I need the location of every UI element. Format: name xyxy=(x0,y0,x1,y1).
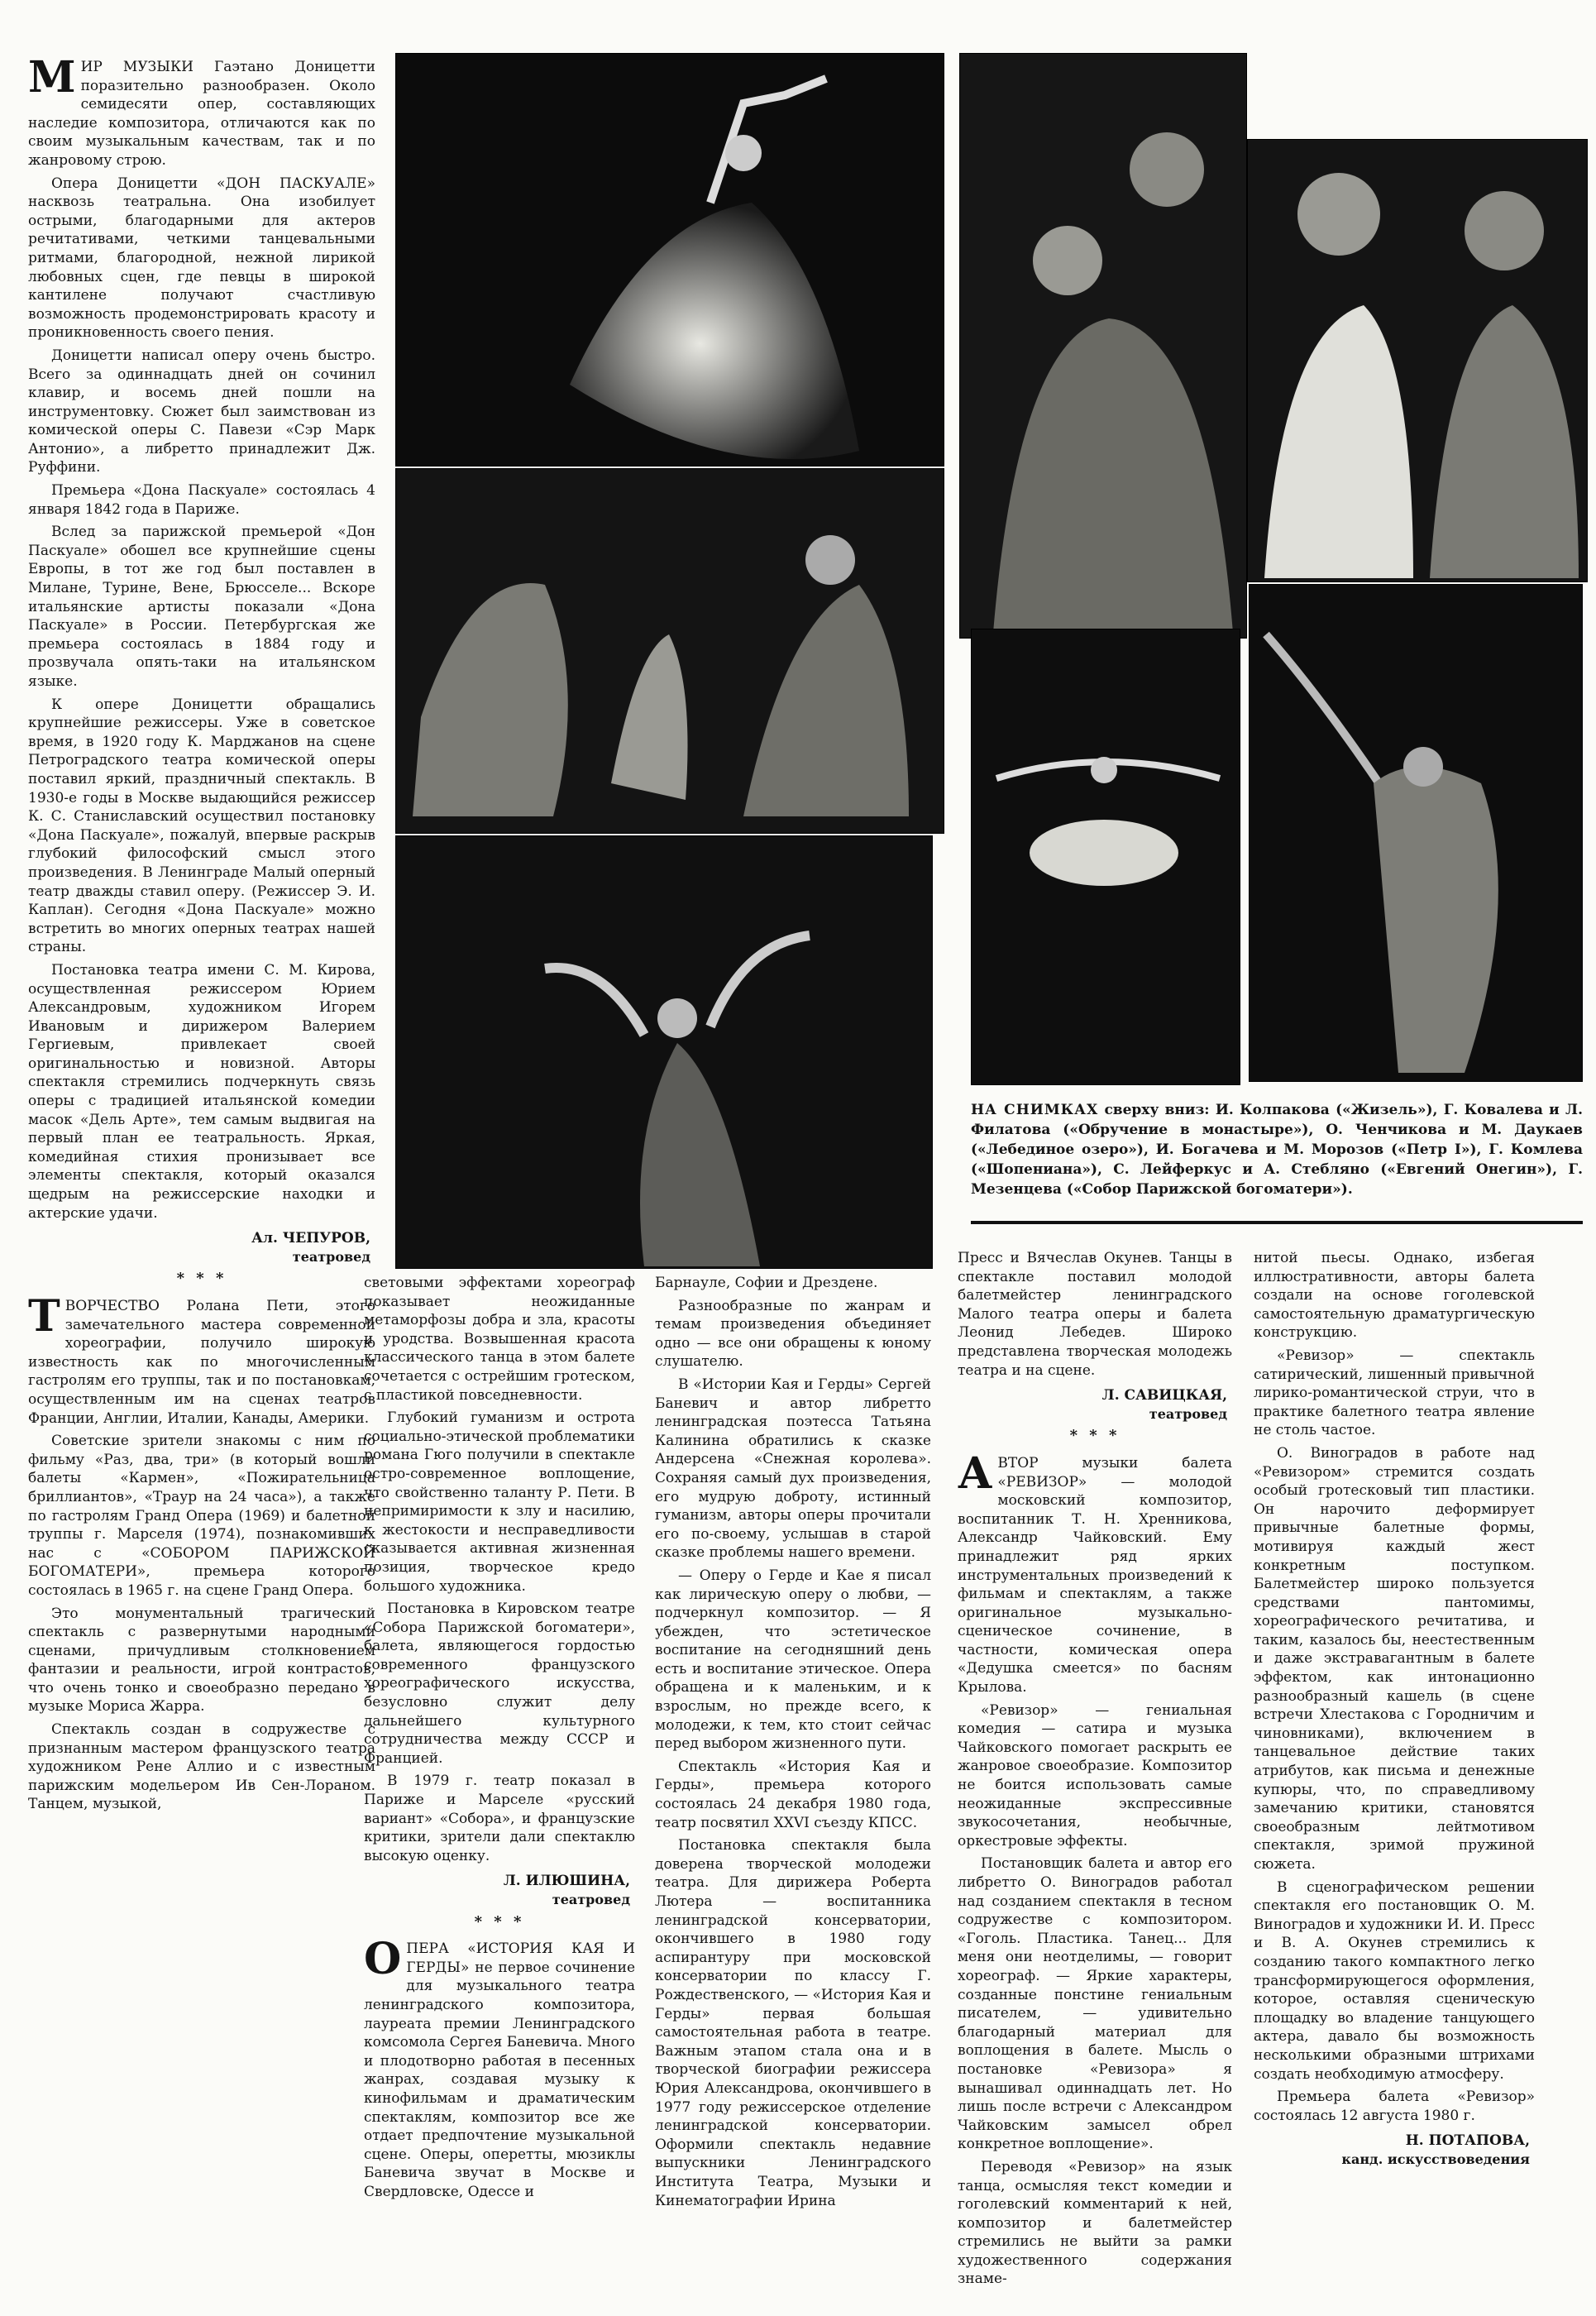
article-paragraph: Разнообразные по жанрам и темам произведения объединяет одно — все они обращены к юному слушателю. xyxy=(655,1297,931,1371)
separator: * * * xyxy=(474,1912,525,1931)
author-role: канд. искусствоведения xyxy=(1341,2151,1530,2167)
article-paragraph: Глубокий гуманизм и острота социально-этической проблематики романа Гюго получили в спектакле остро-современное воплощение, что свойственно таланту Р. Пети. В непримиримости к злу и насилию, к жестокости и несправедливости сказывается активная жизненная позиция, творческое кредо большого художника. xyxy=(364,1409,635,1595)
swan-lake-image xyxy=(396,469,944,833)
article-paragraph: Премьера «Дона Паскуале» состоялась 4 января 1842 года в Париже. xyxy=(28,482,375,518)
author-name: Ал. ЧЕПУРОВ, xyxy=(251,1230,370,1247)
author-name: Н. ПОТАПОВА, xyxy=(1405,2132,1530,2150)
author-signature xyxy=(28,1229,370,1266)
article-paragraph: Вслед за парижской премьерой «Дон Паскуале» обошел все крупнейшие сцены Европы, в тот же год был поставлен в Милане, Турине, Вене, Брюсселе... Вскоре итальянские артисты показали «Дона Паскуале» в России. Петербургская же премьера состоялась в 1884 году и прозвучала опять-таки на итальянском языке. xyxy=(28,524,375,690)
article-paragraph: Премьера балета «Ревизор» состоялась 12 августа 1980 г. xyxy=(1254,2089,1535,2124)
article-paragraph: — Оперу о Герде и Кае я писал как лирическую оперу о любви, — подчеркнул композитор. — Я убежден, что эстетическое воспитание на сегодняшний день есть и воспитание этическое. Опера обращена и к маленьким, и к взрослым, но прежде всего, к молодежи, к тем, кто стоит сейчас перед выбором жизненного пути. xyxy=(655,1567,931,1753)
drop-cap: М xyxy=(28,52,76,103)
article-revizor-continued xyxy=(1254,1249,1535,2170)
article-paragraph: Спектакль «История Кая и Герды», премьера которого состоялась 24 декабря 1980 года, театр посвятил XXVI съезду КПСС. xyxy=(655,1758,931,1831)
author-role: театровед xyxy=(1149,1405,1227,1422)
article-paragraph: Спектакль создан в содружестве с признанным мастером французского театра художником Рене Аллио и с известным парижским модельером Ив Сен-Лораном. Танцем, музыкой, xyxy=(28,1721,375,1813)
article-kai-gerda xyxy=(655,1274,931,2214)
article-paragraph: Постановка спектакля была доверена творческой молодежи театра. Для дирижера Роберта Лютера — воспитанника ленинградской консерватории, окончившего в 1980 году аспирантуру при московской консерватории по классу Г. Рождественского, — «История Кая и Герды» первая большая самостоятельная работа в театре. Важным этапом стала она и в творческой биографии режиссера Юрия Александрова, окончившего в 1977 году режиссерское отделение ленинградской консерватории. Оформили спектакль недавние выпускники Ленинградского Института Театра, Музыки и Кинематографии Ирина xyxy=(655,1837,931,2209)
ballerina-giselle-image xyxy=(396,54,944,466)
article-paragraph: Советские зрители знакомы с ним по фильму «Раз, два, три» (в который вошли балеты «Кармен», «Пожирательница бриллиантов», «Траур на 24 часа»), а также по гастролям Гранд Опера (1969) и балетной труппы г. Марселя (1974), познакомивших нас с «СОБОРОМ ПАРИЖСКОЙ БОГОМАТЕРИ», премьера которого состоялась в 1965 г. на сцене Гранд Опера. xyxy=(28,1433,375,1599)
article-paragraph: «Ревизор» — спектакль сатирический, лишенный привычной лирико-романтической струи, что в практике балетного театра явление не столь частое. xyxy=(1254,1347,1535,1439)
betrothal-image xyxy=(960,54,1246,638)
article-paragraph: Доницетти написал оперу очень быстро. Всего за одиннадцать дней он сочинил клавир, и восемь дней пошли на инструментовку. Сюжет был заимствован из комической оперы С. Павези «Сэр Марк Антонио», а либретто принадлежит Дж. Руффини. xyxy=(28,347,375,476)
author-role: театровед xyxy=(552,1892,630,1907)
onegin-image xyxy=(1248,140,1587,581)
drop-cap: Т xyxy=(28,1291,60,1342)
photo-caption xyxy=(971,1100,1583,1199)
article-don-pasquale xyxy=(28,52,375,1818)
photo-betrothal xyxy=(959,53,1247,639)
photo-peter-i xyxy=(395,835,933,1269)
caption-heading: НА СНИМКАХ xyxy=(971,1102,1099,1118)
author-name: Л. САВИЦКАЯ, xyxy=(1101,1387,1227,1404)
photo-chopiniana xyxy=(971,629,1240,1085)
author-signature xyxy=(1254,2132,1530,2169)
article-paragraph: ТВОРЧЕСТВО Ролана Пети, этого замечательного мастера современной хореографии, получило широкую известность как по многочисленным гастролям его труппы, так и по постановкам, осуществленным им на сценах театров Франции, Англии, Италии, Канады, Америки. xyxy=(28,1291,375,1427)
chopiniana-image xyxy=(972,629,1240,1084)
photo-notre-dame xyxy=(1249,584,1583,1082)
article-paragraph: нитой пьесы. Однако, избегая иллюстративности, авторы балета создали на основе гоголевской самостоятельную драматургическую конструкцию. xyxy=(1254,1250,1535,1342)
notre-dame-image xyxy=(1250,585,1582,1081)
author-signature xyxy=(958,1386,1227,1424)
article-paragraph: В 1979 г. театр показал в Париже и Марселе «русский вариант» «Собора», и французские критики, зрители дали спектаклю высокую оценку. xyxy=(364,1773,635,1864)
author-name: Л. ИЛЮШИНА, xyxy=(503,1873,630,1890)
author-signature xyxy=(364,1872,630,1909)
photo-onegin xyxy=(1247,139,1588,582)
article-paragraph: Постановщик балета и автор его либретто О. Виноградов работал над созданием спектакля в тесном содружестве с композитором. «Гоголь. Пластика. Танец... Для меня они неотделимы, — говорит хореограф. — Яркие характеры, созданные понстине гениальным писателем, — удивительно благодарный материал для воплощения в балете. Мысль о постановке «Ревизора» я вынашивал одиннадцать лет. Но лишь после встречи с Александром Чайковским замысел обрел конкретное воплощение». xyxy=(958,1855,1232,2153)
author-role: театровед xyxy=(292,1248,370,1265)
drop-cap: О xyxy=(364,1934,402,1985)
article-revizor xyxy=(958,1249,1232,2293)
separator: * * * xyxy=(1069,1427,1121,1445)
article-paragraph: МИР МУЗЫКИ Гаэтано Доницетти поразительно разнообразен. Около семидесяти опер, составляющих наследие композитора, отличаются как по своим музыкальным качествам, так и по жанровому строю. xyxy=(28,52,375,169)
photo-swan-lake xyxy=(395,468,944,834)
article-paragraph: АВТОР музыки балета «РЕВИЗОР» — молодой московский композитор, воспитанник Т. Н. Хренникова, Александр Чайковский. Ему принадлежит ряд ярких инструментальных произведений к фильмам и спектаклям, а также оригинальное музыкально-сценическое сочинение, в частности, комическая опера «Дедушка смеется» по басням Крылова. xyxy=(958,1448,1232,1696)
article-paragraph: Это монументальный трагический спектакль с развернутыми народными сценами, причудливым столкновением фантазии и реальности, игрой контрастов, что очень тонко и своеобразно передано в музыке Мориса Жарра. xyxy=(28,1605,375,1715)
photo-ballerina-giselle xyxy=(395,53,944,467)
caption-rule xyxy=(971,1221,1583,1224)
article-paragraph: ОПЕРА «ИСТОРИЯ КАЯ И ГЕРДЫ» не первое сочинение для музыкального театра ленинградского композитора, лауреата премии Ленинградского комсомола Сергея Баневича. Много и плодотворно работая в песенных жанрах, создавая музыку к кинофильмам и драматическим спектаклям, композитор все же отдает предпочтение музыкальной сцене. Оперы, оперетты, мюзиклы Баневича звучат в Москве и Свердловске, Одессе и xyxy=(364,1934,635,2200)
article-paragraph: световыми эффектами хореограф показывает неожиданные метаморфозы добра и зла, красоты и уродства. Возвышенная красота классического танца в этом балете сочетается с острейшим гротеском, с пластикой повседневности. xyxy=(364,1275,635,1404)
article-paragraph: В сценографическом решении спектакля его постановщик О. М. Виноградов и художники И. И. Пресс и В. А. Окунев стремились к созданию такого компактного легко трансформирующегося оформления, которое, оставляя сценическую площадку во владение танцующего актера, давало бы возможность несколькими образными штрихами создать необходимую атмосферу. xyxy=(1254,1878,1535,2083)
drop-cap: А xyxy=(958,1448,993,1499)
article-paragraph: Постановка театра имени С. М. Кирова, осуществленная режиссером Юрием Александровым, художником Игорем Ивановым и дирижером Валерием Гергиевым, привлекает своей оригинальностью и новизной. Авторы спектакля стремились подчеркнуть связь оперы с традицией итальянской комедии масок «Дель Арте», тем самым выдвигая на первый план ее театральность. Яркая, комедийная стихия пронизывает все элементы спектакля, который оказался щедрым на режиссерские находки и актерские удачи. xyxy=(28,961,375,1222)
article-paragraph: В «Истории Кая и Герды» Сергей Баневич и автор либретто ленинградская поэтесса Татьяна Калинина обратились к сказке Андерсена «Снежная королева». Сохраняя самый дух произведения, его мудрую доброту, истинный гуманизм, авторы оперы прочитали его по-своему, услышав в старой сказке проблемы нашего времени. xyxy=(655,1376,931,1562)
article-paragraph: Пресс и Вячеслав Окунев. Танцы в спектакле поставил молодой балетмейстер ленинградского Малого театра оперы и балета Леонид Лебедев. Широко представлена творческая молодежь театра и на сцене. xyxy=(958,1250,1232,1379)
article-paragraph: Барнауле, Софии и Дрездене. xyxy=(655,1275,878,1291)
article-paragraph: Переводя «Ревизор» на язык танца, осмысляя текст комедии и гоголевский комментарий к ней, композитор и балетмейстер стремились не выйти за рамки художественного содержания знаме- xyxy=(958,2158,1232,2288)
separator: * * * xyxy=(176,1270,227,1288)
article-notre-dame-continued xyxy=(364,1274,635,2206)
article-paragraph: Постановка в Кировском театре «Собора Парижской богоматери», балета, являющегося гордостью современного французского хореографического искусства, безусловно служит делу дальнейшего культурного сотрудничества между СССР и Францией. xyxy=(364,1601,635,1767)
peter-i-image xyxy=(396,836,932,1268)
article-paragraph: Опера Доницетти «ДОН ПАСКУАЛЕ» насквозь театральна. Она изобилует острыми, благодарными для актеров речитативами, четкими танцевальными ритмами, благородной, нежной лирикой любовных сцен, где певцы в широкой кантилене получают счастливую возможность продемонстрировать красоту и проникновенность своего пения. xyxy=(28,175,375,342)
caption-text: сверху вниз: И. Колпакова («Жизель»), Г. Ковалева и Л. Филатова («Обручение в монастыре»), О. Ченчикова и М. Даукаев («Лебединое озеро»), И. Богачева и М. Морозов («Петр I»), Г. Комлева («Шопениана»), С. Лейферкус и А. Стебляно («Евгений Онегин»), Г. Мезенцева («Собор Парижской богоматери»). xyxy=(971,1102,1583,1198)
article-paragraph: О. Виноградов в работе над «Ревизором» стремится создать особый гротесковый тип пластики. Он нарочито деформирует привычные балетные формы, мотивируя каждый жест конкретным поступком. Балетмейстер широко пользуется средствами пантомимы, хореографического речитатива, и таким, казалось бы, неестественным и даже экстравагантным в балете эффектом, как интонационно разнообразный кашель (в сцене встречи Хлестакова с Городничим и чиновниками), включением в танцевальное действие таких атрибутов, как письма и денежные купюры, что, по справедливому замечанию критики, становятся своеобразным лейтмотивом спектакля, зримой пружиной сюжета. xyxy=(1254,1444,1535,1873)
article-paragraph: «Ревизор» — гениальная комедия — сатира и музыка Чайковского помогает раскрыть ее жанровое своеобразие. Композитор не боится использовать самые неожиданные экспрессивные звукосочетания, необычные, оркестровые эффекты. xyxy=(958,1701,1232,1849)
article-paragraph: К опере Доницетти обращались крупнейшие режиссеры. Уже в советское время, в 1920 году К. Марджанов на сцене Петроградского театра комической оперы поставил яркий, праздничный спектакль. В 1930-е годы в Москве выдающийся режиссер К. С. Станиславский осуществил постановку «Дона Паскуале», пожалуй, впервые раскрыв глубокий философский смысл этого произведения. В Ленинграде Малый оперный театр дважды ставил оперу. (Режиссер Э. И. Каплан). Сегодня «Дона Паскуале» можно встретить во многих оперных театрах нашей страны. xyxy=(28,696,375,956)
